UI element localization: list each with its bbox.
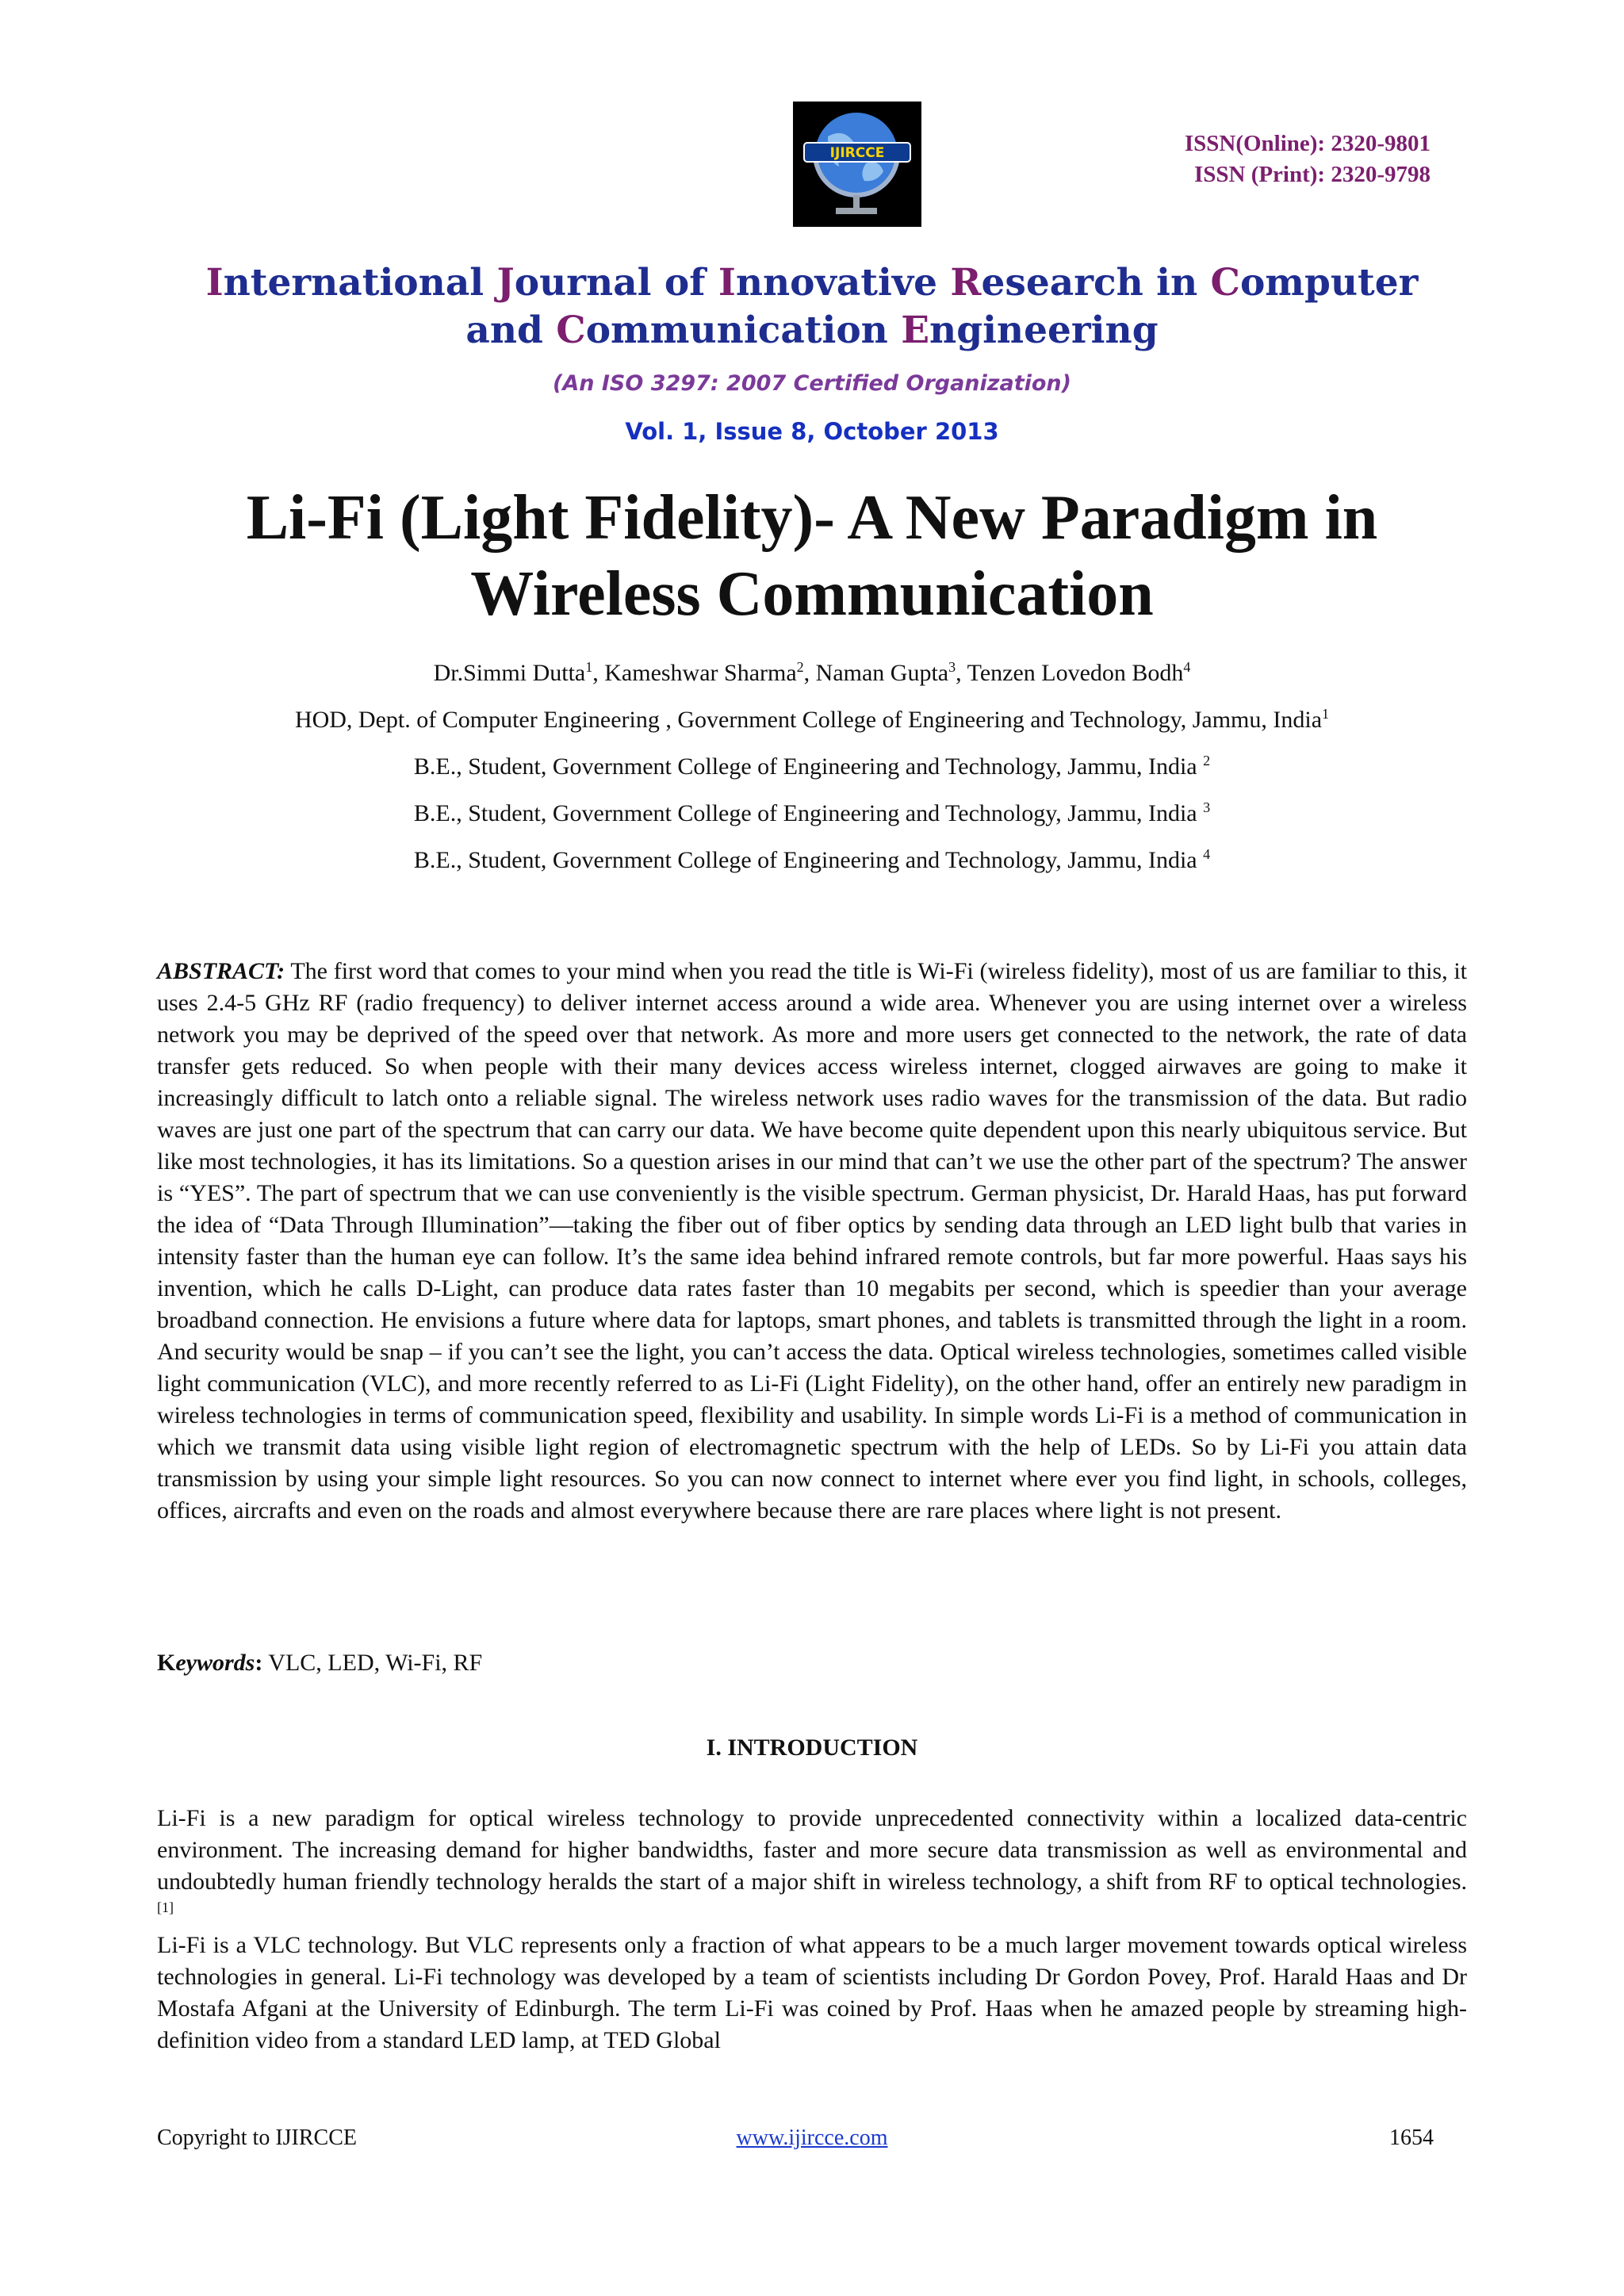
journal-title	[0, 259, 1624, 355]
issn-block	[1185, 128, 1431, 190]
author-list: Dr.Simmi Dutta$^1$, Kameshwar Sharma$^2$, Naman Gupta$^3$, Tenzen Lovedon Bodh$^4$	[433, 659, 1191, 686]
citation-ref: [1]	[157, 1899, 174, 1915]
issn-print: ISSN (Print): 2320-9798	[1193, 162, 1431, 187]
volume-issue: Vol. 1, Issue 8, October 2013	[625, 418, 999, 445]
iso-certification: (An ISO 3297: 2007 Certified Organization)	[553, 371, 1071, 396]
footer-url-container	[0, 2125, 1624, 2151]
abstract	[157, 956, 1467, 1527]
issn-online: ISSN(Online): 2320-9801	[1184, 131, 1431, 156]
affiliation-2: B.E., Student, Government College of Engineering and Technology, Jammu, India $^2$	[413, 753, 1211, 780]
affiliation-4: B.E., Student, Government College of Engineering and Technology, Jammu, India $^4$	[413, 846, 1211, 873]
paper-title-line2: Wireless Communication	[470, 559, 1154, 629]
journal-logo	[793, 102, 921, 227]
abstract-label: ABSTRACT:	[157, 958, 285, 984]
abstract-text: The first word that comes to your mind when you read the title is Wi-Fi (wireless fidelity), most of us are familiar to this, it uses 2.4-5 GHz RF (radio frequency) to deliver internet access around a wide area. Whenever you are using internet over a wireless network you may be deprived of the speed over that network. As more and more users get connected to the network, the rate of data transfer gets reduced. So when people with their many devices access wireless internet, clogged airwaves are going to make it increasingly difficult to latch onto a reliable signal. The wireless network uses radio waves for the transmission of the data. But radio waves are just one part of the spectrum that can carry our data. We have become quite dependent upon this nearly ubiquitous service. But like most technologies, it has its limitations. So a question arises in our mind that can’t we use the other part of the spectrum? The answer is “YES”. The part of spectrum that we can use conveniently is the visible spectrum. German physicist, Dr. Harald Haas, has put forward the idea of “Data Through Illumination”—taking the fiber out of fiber optics by sending data through an LED light bulb that varies in intensity faster than the human eye can follow. It’s the same idea behind infrared remote controls, but far more powerful. Haas says his invention, which he calls D-Light, can produce data rates faster than 10 megabits per second, which is speedier than your average broadband connection. He envisions a future where data for laptops, smart phones, and tablets is transmitted through the light in a room. And security would be snap – if you can’t see the light, you can’t access the data. Optical wireless technologies, sometimes called visible light communication (VLC), and more recently referred to as Li-Fi (Light Fidelity), on the other hand, offer an entirely new paradigm in wireless technologies in terms of communication speed, flexibility and usability. In simple words Li-Fi is a method of communication in which we transmit data using visible light region of electromagnetic spectrum with the help of LEDs. So by Li-Fi you attain data transmission by using your simple light resources. So you can now connect to internet where ever you find light, in schools, colleges, offices, aircrafts and even on the roads and almost everywhere because there are rare places where light is not present.	[157, 958, 1467, 1524]
page-number: 1654	[1389, 2125, 1434, 2150]
paper-title	[0, 480, 1624, 632]
keywords: Keywords: VLC, LED, Wi-Fi, RF	[157, 1650, 483, 1676]
footer-copyright: Copyright to IJIRCCE	[157, 2125, 358, 2150]
globe-logo-icon	[793, 102, 921, 227]
author-name: Dr.Simmi Dutta	[433, 660, 586, 686]
author-name: Naman Gupta	[815, 660, 949, 686]
journal-website-link[interactable]: www.ijircce.com	[736, 2125, 888, 2150]
affiliation-1: HOD, Dept. of Computer Engineering , Government College of Engineering and Technology, Jammu, India$^1$	[294, 706, 1330, 733]
journal-title-line2: and Communication Engineering	[465, 309, 1159, 352]
author-name: Tenzen Lovedon Bodh	[967, 660, 1184, 686]
intro-paragraph-2: Li-Fi is a VLC technology. But VLC represents only a fraction of what appears to be a much larger movement towards optical wireless technologies in general. Li-Fi technology was developed by a team of scientists including Dr Gordon Povey, Prof. Harald Haas and Dr Mostafa Afgani at the University of Edinburgh. The term Li-Fi was coined by Prof. Haas when he amazed people by streaming high-definition video from a standard LED lamp, at TED Global	[157, 1932, 1467, 2053]
keywords-text: VLC, LED, Wi-Fi, RF	[262, 1650, 483, 1676]
logo-text: IJIRCCE	[829, 145, 885, 161]
journal-title-line1: International Journal of Innovative Research in Computer	[205, 261, 1419, 305]
affiliation-3: B.E., Student, Government College of Engineering and Technology, Jammu, India $^3$	[413, 799, 1211, 826]
intro-paragraph-1: Li-Fi is a new paradigm for optical wireless technology to provide unprecedented connectivity within a localized data-centric environment. The increasing demand for higher bandwidths, faster and more secure data transmission as well as environmental and undoubtedly human friendly technology heralds the start of a major shift in wireless technology, a shift from RF to optical technologies.[1]	[157, 1805, 1467, 1915]
section-heading: I. INTRODUCTION	[706, 1734, 918, 1761]
paper-title-line1: Li-Fi (Light Fidelity)- A New Paradigm in	[246, 483, 1378, 553]
author-name: Kameshwar Sharma	[604, 660, 797, 686]
